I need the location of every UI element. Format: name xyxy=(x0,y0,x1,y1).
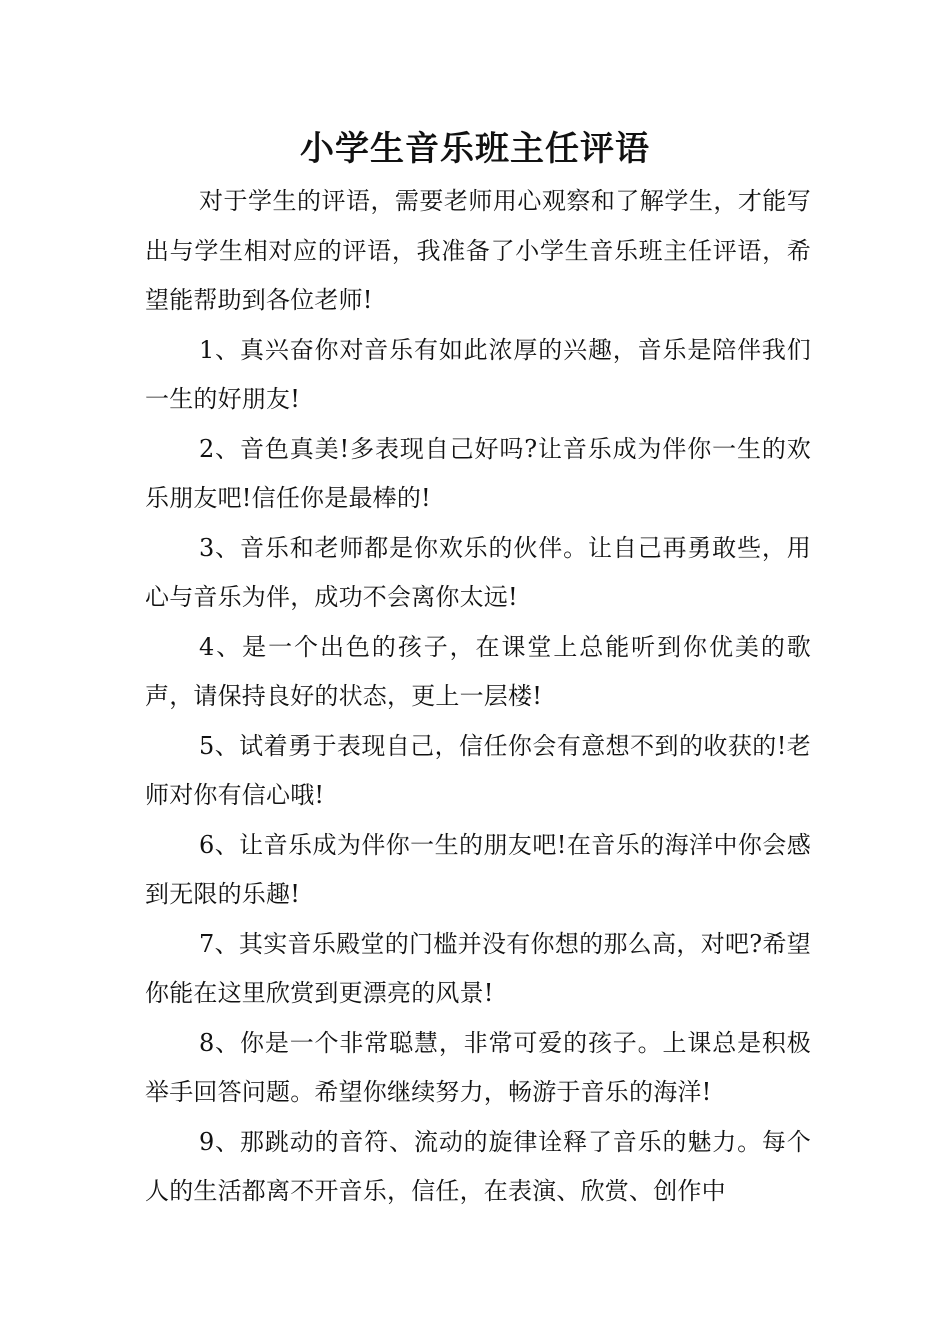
page-title: 小学生音乐班主任评语 xyxy=(300,129,650,169)
comment-paragraph-7: 7、其实音乐殿堂的门槛并没有你想的那么高，对吧?希望你能在这里欣赏到更漂亮的风景! xyxy=(145,929,811,1007)
comment-paragraph-5: 5、试着勇于表现自己，信任你会有意想不到的收获的!老师对你有信心哦! xyxy=(145,731,811,809)
comment-paragraph-4: 4、是一个出色的孩子，在课堂上总能听到你优美的歌声，请保持良好的状态，更上一层楼! xyxy=(145,632,811,710)
comment-paragraph-3: 3、音乐和老师都是你欢乐的伙伴。让自己再勇敢些，用心与音乐为伴，成功不会离你太远! xyxy=(145,533,811,611)
comment-paragraph-1: 1、真兴奋你对音乐有如此浓厚的兴趣，音乐是陪伴我们一生的好朋友! xyxy=(145,335,811,413)
comment-paragraph-2: 2、音色真美!多表现自己好吗?让音乐成为伴你一生的欢乐朋友吧!信任你是最棒的! xyxy=(145,434,811,512)
document-body xyxy=(145,177,811,1217)
comment-paragraph-8: 8、你是一个非常聪慧，非常可爱的孩子。上课总是积极举手回答问题。希望你继续努力，畅游于音乐的海洋! xyxy=(145,1028,811,1106)
intro-paragraph: 对于学生的评语，需要老师用心观察和了解学生，才能写出与学生相对应的评语，我准备了小学生音乐班主任评语，希望能帮助到各位老师! xyxy=(145,187,811,314)
comment-paragraph-6: 6、让音乐成为伴你一生的朋友吧!在音乐的海洋中你会感到无限的乐趣! xyxy=(145,830,811,908)
comment-paragraph-9: 9、那跳动的音符、流动的旋律诠释了音乐的魅力。每个人的生活都离不开音乐，信任，在表演、欣赏、创作中 xyxy=(145,1127,811,1205)
